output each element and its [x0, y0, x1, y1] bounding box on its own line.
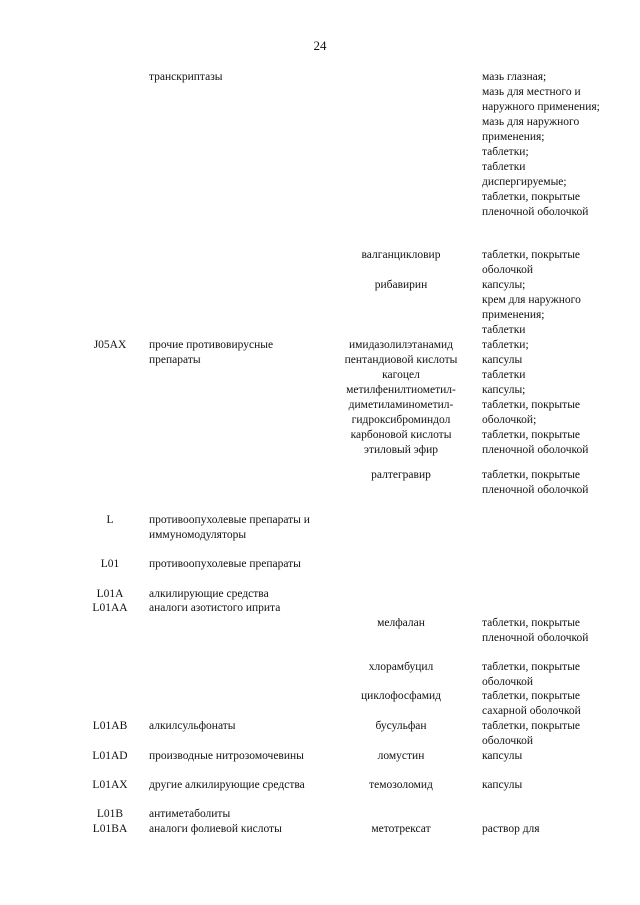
atc-code: L01AB — [92, 720, 128, 732]
atc-code: L01 — [100, 558, 120, 570]
drug-name: циклофосфамид — [361, 690, 441, 702]
dosage-form: капсулы; крем для наружного применения; таблетки — [482, 279, 581, 336]
dosage-form: таблетки, покрытые оболочкой — [482, 720, 581, 747]
dosage-form: таблетки, покрытые пленочной оболочкой — [482, 469, 589, 496]
dosage-form: таблетки, покрытые пленочной оболочкой — [482, 617, 589, 644]
dosage-form: таблетки, покрытые сахарной оболочкой — [482, 690, 581, 717]
drug-name: рибавирин — [374, 279, 428, 291]
drug-group: прочие противовирусные препараты — [149, 339, 274, 366]
atc-code: L01AA — [92, 602, 128, 614]
drug-group: антиметаболиты — [149, 808, 231, 820]
dosage-form: таблетки, покрытые оболочкой — [482, 249, 581, 276]
drug-name: валганцикловир — [361, 249, 441, 261]
drug-group: алкилирующие средства — [149, 588, 269, 600]
drug-name: метотрексат — [371, 823, 431, 835]
drug-group: противоопухолевые препараты и иммуномодуляторы — [149, 514, 310, 541]
drug-name: ломустин — [377, 750, 425, 762]
dosage-form: капсулы — [482, 779, 523, 791]
atc-code: L01AX — [92, 779, 128, 791]
drug-name: темозоломид — [369, 779, 433, 791]
atc-code: L01B — [96, 808, 124, 820]
dosage-form: таблетки; капсулы таблетки капсулы; таблетки, покрытые оболочкой; таблетки, покрытые пленочной оболочкой — [482, 339, 589, 456]
page-number: 24 — [313, 38, 327, 53]
drug-name: имидазолилэтанамид пентандиовой кислоты кагоцел метилфенилтиометил-диметиламинометил-гидроксиброминдол карбоновой кислоты этиловый эфир — [344, 339, 458, 456]
drug-group: алкилсульфонаты — [149, 720, 236, 732]
atc-code: J05AX — [93, 339, 127, 351]
drug-group: транскриптазы — [149, 71, 223, 83]
drug-group: производные нитрозомочевины — [149, 750, 304, 762]
drug-group: аналоги фолиевой кислоты — [149, 823, 282, 835]
dosage-form: таблетки, покрытые оболочкой — [482, 661, 581, 688]
dosage-form: раствор для — [482, 823, 540, 835]
atc-code: L01A — [96, 588, 124, 600]
drug-group: аналоги азотистого иприта — [149, 602, 281, 614]
atc-code: L01AD — [92, 750, 128, 762]
dosage-form: капсулы — [482, 750, 523, 762]
atc-code: L01BA — [92, 823, 128, 835]
atc-code: L — [106, 514, 114, 526]
drug-name: хлорамбуцил — [368, 661, 434, 673]
drug-name: ралтегравир — [371, 469, 431, 481]
drug-group: противоопухолевые препараты — [149, 558, 301, 570]
drug-group: другие алкилирующие средства — [149, 779, 305, 791]
drug-name: бусульфан — [375, 720, 427, 732]
drug-name: мелфалан — [377, 617, 425, 629]
dosage-form: мазь глазная; мазь для местного и наружного применения; мазь для наружного применения; таблетки; таблетки диспергируемые; таблетки, покрытые пленочной оболочкой — [482, 71, 600, 218]
